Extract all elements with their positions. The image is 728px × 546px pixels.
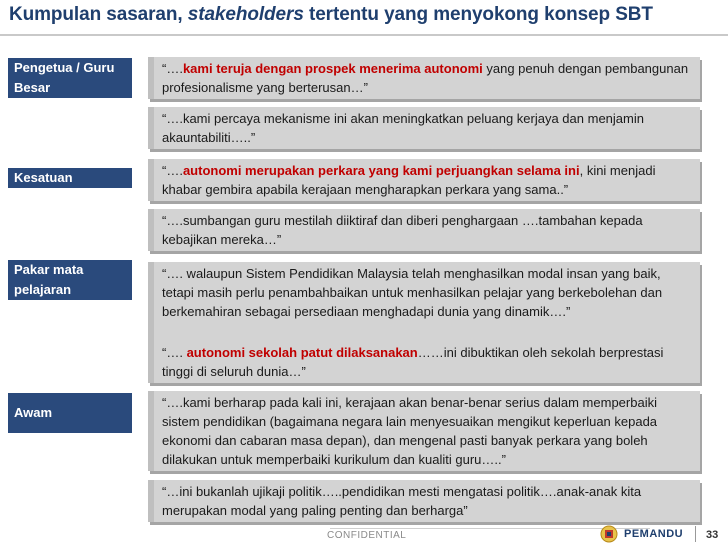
quote-post: “….kami percaya mekanisme ini akan meningkatkan peluang kerjaya dan menjamin akauntabiliti…..” — [162, 111, 644, 145]
crest-icon — [600, 525, 618, 543]
footer-separator — [695, 526, 696, 542]
quote-awam-2 — [148, 480, 700, 522]
quote-highlight: autonomi sekolah patut dilaksanakan — [186, 345, 418, 360]
quote-pakar-1 — [148, 262, 700, 342]
quote-post: “….kami berharap pada kali ini, kerajaan akan benar-benar serius dalam memperbaiki sistem pendidikan (bagaimana negara lain menyesuaikan mengikut keperluan kepada ekonomi dan cabaran masa depan), dan mengenal pasti banyak perkara yang boleh dilakukan untuk memperbaiki kurikulum dan kualiti guru…..” — [162, 395, 658, 467]
quote-post: “…. walaupun Sistem Pendidikan Malaysia telah menghasilkan modal insan yang baik, tetapi masih perlu penambahbaikan untuk menhasilkan pelajar yang berkebolehan dan berkemahiran sebagai persediaan menghadapi dunia yang dinamik….” — [162, 266, 663, 319]
logo-text: PEMANDU — [624, 528, 684, 540]
quote-pakar-2 — [148, 341, 700, 383]
quote-pre: “…. — [162, 163, 183, 178]
title-italic: stakeholders — [187, 4, 304, 25]
quote-post: “…ini bukanlah ujikaji politik…..pendidikan mesti mengatasi politik….anak-anak kita merupakan modal yang paling penting dan berharga” — [162, 484, 642, 518]
group-label-pengetua: Pengetua / Guru Besar — [8, 58, 132, 98]
quote-kesatuan-1 — [148, 159, 700, 201]
quote-highlight: kami teruja dengan prospek menerima autonomi — [182, 61, 483, 76]
group-label-awam: Awam — [8, 393, 132, 433]
page-number: 33 — [706, 529, 719, 541]
quote-post: “….sumbangan guru mestilah diiktiraf dan diberi penghargaan ….tambahan kepada kebajikan mereka…” — [162, 213, 643, 247]
pemandu-logo — [600, 525, 683, 543]
quote-pre: “…. — [162, 345, 187, 360]
group-label-pakar: Pakar mata pelajaran — [8, 260, 132, 300]
quote-pengetua-1 — [148, 57, 700, 99]
quote-pre: “…. — [162, 61, 183, 76]
group-label-kesatuan: Kesatuan — [8, 168, 132, 188]
title-divider — [0, 34, 728, 36]
quote-post: , kini menjadi khabar gembira apabila kerajaan mengharapkan perkara yang sama..” — [162, 163, 656, 197]
quote-awam-1 — [148, 391, 700, 471]
confidential-label: CONFIDENTIAL — [327, 530, 407, 541]
title-part-1: Kumpulan sasaran, — [9, 4, 188, 25]
quote-pengetua-2 — [148, 107, 700, 149]
title-part-2: tertentu yang menyokong konsep SBT — [303, 4, 653, 25]
quote-post: yang penuh dengan pembangunan profesionalisme yang berterusan…” — [162, 61, 689, 95]
quote-kesatuan-2 — [148, 209, 700, 251]
slide-title — [9, 4, 653, 26]
quote-post: ……ini dibuktikan oleh sekolah berprestasi tinggi di seluruh dunia…” — [162, 345, 664, 379]
quote-highlight: autonomi merupakan perkara yang kami perjuangkan selama ini — [182, 163, 580, 178]
